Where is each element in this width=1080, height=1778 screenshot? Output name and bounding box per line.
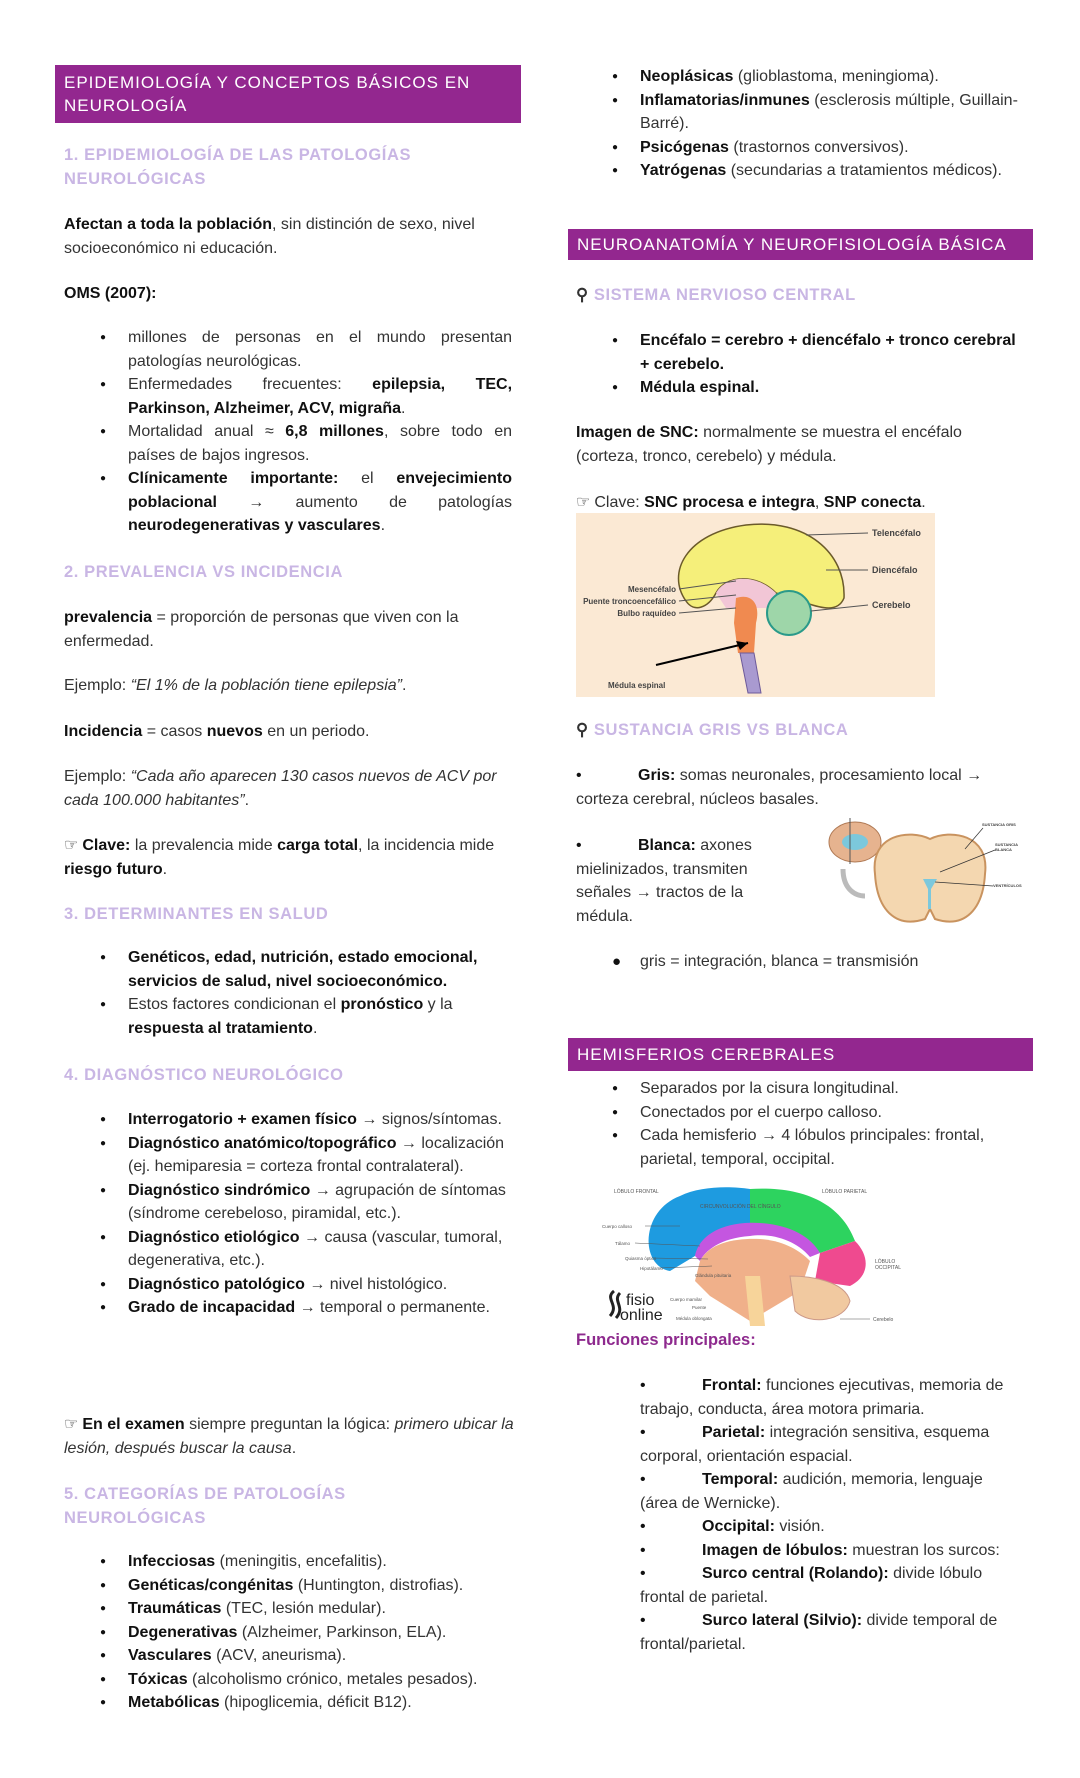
text-segment: normalmente se muestra el encéfalo (corteza, tronco, cerebelo) y médula.: [576, 424, 962, 465]
paragraph-oms: [64, 282, 516, 306]
label-lobulo-parietal: LÓBULO PARIETAL: [822, 1189, 868, 1195]
gris-blanca-summary-list: [612, 950, 1020, 974]
text-segment: (meningitis, encefalitis).: [215, 1553, 387, 1570]
bullet-icon: ●: [612, 71, 619, 82]
label-puente: Puente: [692, 1305, 707, 1310]
lobes-brain-diagram: [600, 1181, 911, 1329]
list-item: [100, 1273, 512, 1297]
text-segment: → nivel histológico.: [304, 1275, 448, 1293]
list-item: [100, 1550, 528, 1574]
text-segment: → causa (vascular, tumoral, degenerativa, etc.).: [128, 1228, 503, 1269]
bullet-glyph: •: [576, 837, 582, 854]
list-item: [100, 1691, 528, 1715]
text-segment: Afectan a toda la población: [64, 216, 273, 233]
function-text: [702, 1518, 825, 1535]
text-segment: funciones ejecutivas, memoria de trabajo, conducta, área motora primaria.: [640, 1377, 1004, 1418]
text-segment: la prevalencia mide: [130, 837, 278, 854]
bullet-icon: ●: [100, 1278, 107, 1290]
bullet-icon: ●: [100, 332, 107, 343]
text-segment: .: [244, 791, 250, 809]
label-lobulo-frontal: LÓBULO FRONTAL: [614, 1189, 659, 1195]
text-segment: (TEC, lesión medular).: [221, 1600, 386, 1617]
text-segment: somas neuronales, procesamiento local → corteza cerebral, núcleos basales.: [576, 767, 983, 808]
bullet-icon: ●: [100, 1579, 107, 1591]
list-item: [612, 1101, 1030, 1125]
text-segment: → temporal o permanente.: [295, 1299, 490, 1316]
determinantes-bullet-list: [100, 946, 518, 1040]
paragraph-gris: [576, 764, 1016, 811]
section-header-hemisferios: HEMISFERIOS CEREBRALES: [568, 1038, 1033, 1071]
bullet-icon: ●: [612, 1130, 619, 1141]
text-segment: pronóstico: [340, 996, 424, 1013]
bullet-glyph: •: [576, 767, 582, 784]
list-item-text: [128, 1671, 478, 1688]
list-item: [100, 1132, 512, 1179]
label-cuerpo-mamilar: Cuerpo mamilar: [670, 1297, 703, 1302]
text-segment: envejecimiento poblacional: [128, 470, 513, 511]
list-item: [612, 950, 1020, 974]
bullet-icon: ●: [100, 1302, 107, 1313]
list-item: [100, 326, 512, 373]
bullet-icon: ●: [100, 1673, 107, 1685]
text-segment: Neoplásicas: [640, 68, 734, 85]
subheading-snc-text: SISTEMA NERVIOSO CENTRAL: [593, 286, 856, 304]
text-segment: epilepsia, TEC, Parkinson, Alzheimer, ACV, migraña: [128, 376, 513, 417]
text-segment: en un periodo.: [262, 723, 370, 740]
paragraph-ejemplo-1: [64, 674, 516, 698]
text-segment: Infecciosas: [128, 1553, 216, 1570]
text-segment: = casos: [142, 723, 207, 740]
function-item: [640, 1539, 1020, 1563]
text-segment: → aumento de patologías: [216, 493, 512, 511]
text-segment: Imagen de SNC:: [576, 424, 699, 441]
list-item-text: [128, 949, 477, 990]
text-segment: “Cada año aparecen 130 casos nuevos de ACV por cada 100.000 habitantes”: [64, 768, 497, 809]
text-segment: (trastornos conversivos).: [728, 138, 909, 156]
bullet-icon: ●: [100, 1626, 107, 1638]
text-segment: Diagnóstico sindrómico: [128, 1181, 311, 1199]
bullet-icon: ●: [612, 382, 619, 393]
text-segment: Cada hemisferio → 4 lóbulos principales: frontal, parietal, temporal, occipital.: [640, 1127, 985, 1168]
label-cerebelo: Cerebelo: [873, 1317, 894, 1323]
list-item: [100, 467, 513, 538]
label-glandula: Glándula pituitaria: [695, 1273, 732, 1278]
list-item: [100, 1597, 528, 1621]
text-segment: respuesta al tratamiento: [128, 1019, 313, 1037]
bullet-glyph: •: [640, 1518, 646, 1535]
text-segment: Genéticas/congénitas: [128, 1576, 294, 1594]
text-segment: Degenerativas: [128, 1623, 238, 1641]
text-segment: Encéfalo = cerebro + diencéfalo + tronco cerebral + cerebelo.: [640, 332, 1016, 373]
bullet-icon: ●: [100, 1650, 107, 1661]
label-medula: Médula espinal: [608, 681, 666, 690]
list-item-text: [128, 470, 512, 534]
bullet-icon: ●: [100, 1137, 107, 1149]
text-segment: Parietal:: [702, 1424, 766, 1441]
text-segment: (alcoholismo crónico, metales pesados).: [187, 1670, 478, 1688]
label-bulbo: Bulbo raquídeo: [617, 609, 676, 618]
key-icon: ⚲: [576, 721, 589, 739]
label-talamo: Tálamo: [615, 1241, 631, 1246]
list-item: [100, 1179, 512, 1226]
label-sustancia-blanca-2: BLANCA: [995, 847, 1012, 852]
text-segment: y la: [423, 996, 453, 1013]
list-item: [612, 159, 1020, 183]
snc-bullet-list: [612, 329, 1020, 400]
text-segment: Diagnóstico anatómico/topográfico: [128, 1134, 397, 1152]
list-item: [612, 65, 1020, 89]
label-occipital-2: OCCIPITAL: [875, 1265, 902, 1271]
bullet-glyph: •: [640, 1377, 646, 1394]
text-segment: Gris:: [638, 767, 676, 784]
text-segment: Ejemplo:: [64, 677, 131, 694]
text-segment: = proporción de personas que viven con la enfermedad.: [64, 609, 459, 650]
text-segment: primero ubicar la lesión, después buscar la causa: [64, 1416, 514, 1457]
bullet-icon: ●: [612, 94, 619, 106]
text-segment: Estos factores condicionan el: [128, 996, 341, 1013]
text-segment: neurodegenerativas y vasculares: [128, 517, 381, 534]
text-segment: Inflamatorias/inmunes: [640, 91, 810, 109]
list-item-text: [640, 1127, 984, 1168]
list-item-text: [128, 376, 512, 417]
text-segment: Vasculares: [128, 1647, 212, 1664]
bullet-icon: ●: [100, 1231, 107, 1243]
subheading-epidemiologia: 1. EPIDEMIOLOGÍA DE LAS PATOLOGÍAS NEUROLÓGICAS: [64, 146, 412, 188]
bullet-icon: ●: [100, 379, 107, 390]
text-segment: Grado de incapacidad: [128, 1299, 296, 1316]
function-item: [640, 1609, 1020, 1656]
text-segment: (ACV, aneurisma).: [211, 1647, 347, 1664]
list-item-text: [640, 332, 1016, 373]
text-segment: Clave:: [82, 837, 131, 854]
text-segment: Interrogatorio + examen físico: [128, 1111, 357, 1128]
list-item: [100, 1108, 512, 1132]
text-segment: audición, memoria, lenguaje (área de Wernicke).: [640, 1471, 983, 1512]
list-item: [100, 993, 518, 1040]
function-item: [640, 1468, 1020, 1515]
text-segment: Genéticos, edad, nutrición, estado emocional, servicios de salud, nivel socioeconómico.: [128, 949, 478, 990]
list-item-text: [128, 1276, 447, 1293]
list-item-text: [640, 1104, 882, 1121]
text-segment: Frontal:: [702, 1377, 762, 1394]
bullet-icon: ●: [612, 141, 619, 153]
label-telencefalo: Telencéfalo: [872, 528, 921, 538]
list-item-text: [640, 92, 1018, 133]
list-item: [100, 420, 513, 467]
label-oblongata: Médula oblongata: [676, 1316, 712, 1321]
list-item-text: [128, 1694, 412, 1711]
bullet-glyph: •: [640, 1471, 646, 1488]
list-item-text: [128, 1299, 490, 1316]
paragraph-afectan: [64, 213, 516, 260]
label-cuerpo-calloso: Cuerpo calloso: [602, 1224, 633, 1229]
list-item: [612, 1077, 1030, 1101]
list-item-text: [640, 162, 1002, 179]
funciones-list: [640, 1374, 1020, 1656]
section-header-neuroanatomia: NEUROANATOMÍA Y NEUROFISIOLOGÍA BÁSICA: [568, 229, 1033, 260]
text-segment: → signos/síntomas.: [356, 1111, 502, 1128]
categorias-continued-list: [612, 65, 1020, 183]
bullet-glyph: •: [640, 1424, 646, 1441]
key-icon: ⚲: [576, 286, 589, 304]
list-item: [612, 136, 1020, 160]
text-segment: Conectados por el cuerpo calloso.: [640, 1103, 882, 1121]
text-segment: , la incidencia mide: [358, 837, 495, 854]
list-item: [100, 373, 513, 420]
paragraph-ejemplo-2: [64, 765, 504, 812]
bullet-icon: ●: [100, 952, 107, 963]
label-puente: Puente troncoencefálico: [583, 597, 676, 606]
text-segment: OMS (2007):: [64, 285, 157, 302]
function-item: [640, 1374, 1020, 1421]
list-item-text: [128, 423, 512, 464]
list-item: [612, 329, 1020, 376]
paragraph-examen-note: [64, 1413, 516, 1460]
text-segment: axones mielinizados, transmiten señales → tractos de la médula.: [576, 837, 752, 925]
text-segment: el: [338, 470, 397, 487]
text-segment: Temporal:: [702, 1471, 779, 1488]
list-item: [100, 1574, 528, 1598]
text-segment: millones de personas en el mundo presentan patologías neurológicas.: [128, 329, 512, 370]
bullet-icon: ●: [612, 1083, 619, 1094]
logo-text-fisio: fisio: [626, 1292, 655, 1309]
text-segment: Mortalidad anual ≈: [128, 423, 286, 440]
list-item: [100, 1644, 528, 1668]
pointing-hand-icon: ☞: [64, 837, 79, 854]
text-segment: “El 1% de la población tiene epilepsia”: [130, 677, 402, 694]
text-segment: Surco central (Rolando):: [702, 1565, 889, 1582]
text-segment: SNC procesa e integra: [644, 494, 815, 511]
text-segment: Ejemplo:: [64, 768, 131, 785]
label-ventriculos: VENTRÍCULOS: [993, 883, 1022, 888]
bullet-icon: ●: [612, 1106, 619, 1118]
hemisferios-bullet-list: [612, 1077, 1030, 1171]
text-segment: Imagen de lóbulos:: [702, 1541, 848, 1559]
text-segment: En el examen: [82, 1416, 185, 1433]
list-item: [100, 946, 518, 993]
subheading-snc: [576, 283, 856, 307]
pointing-hand-icon: ☞: [576, 494, 591, 511]
text-segment: Yatrógenas: [640, 162, 727, 179]
text-segment: (esclerosis múltiple, Guillain-Barré).: [640, 91, 1018, 132]
bullet-icon: ●: [100, 426, 107, 437]
list-item-text: [128, 1135, 504, 1176]
text-segment: (Huntington, distrofias).: [293, 1576, 464, 1594]
list-item-text: [128, 1111, 502, 1128]
list-item-text: [640, 1080, 899, 1097]
text-segment: Metabólicas: [128, 1694, 220, 1711]
subheading-prevalencia: 2. PREVALENCIA VS INCIDENCIA: [64, 563, 344, 581]
text-segment: visión.: [774, 1518, 825, 1535]
logo-text-online: online: [620, 1307, 663, 1324]
paragraph-prevalencia: [64, 606, 516, 653]
text-segment: Médula espinal.: [640, 379, 760, 396]
bullet-icon: ●: [100, 1114, 107, 1125]
text-segment: carga total: [277, 837, 359, 854]
text-segment: Traumáticas: [128, 1600, 222, 1617]
text-segment: , sin distinción de sexo, nivel socioeconómico ni educación.: [64, 216, 475, 257]
text-segment: divide lóbulo frontal de parietal.: [640, 1565, 983, 1606]
paragraph-clave-snc: [576, 491, 1036, 515]
text-segment: (hipoglicemia, déficit B12).: [219, 1694, 412, 1711]
text-segment: (secundarias a tratamientos médicos).: [726, 162, 1002, 179]
function-text: [702, 1542, 1000, 1559]
list-item: [100, 1621, 528, 1645]
text-segment: Diagnóstico etiológico: [128, 1228, 300, 1246]
text-segment: Occipital:: [702, 1518, 775, 1535]
text-segment: .: [921, 494, 926, 511]
label-sustancia-gris: SUSTANCIA GRIS: [982, 822, 1016, 827]
text-segment: riesgo futuro: [64, 860, 163, 878]
text-segment: Enfermedades frecuentes:: [128, 376, 373, 393]
text-segment: ,: [814, 494, 824, 511]
text-segment: muestran los surcos:: [847, 1541, 1000, 1559]
text-segment: .: [162, 860, 168, 878]
text-segment: → agrupación de síntomas (síndrome cerebeloso, piramidal, etc.).: [128, 1181, 506, 1222]
list-item-text: [128, 1577, 463, 1594]
list-item: [612, 376, 1020, 400]
list-item-text: [640, 68, 939, 85]
text-segment: Separados por la cisura longitudinal.: [640, 1080, 899, 1097]
bullet-icon: ●: [612, 953, 622, 970]
label-cerebelo: Cerebelo: [872, 600, 911, 610]
subheading-determinantes: 3. DETERMINANTES EN SALUD: [64, 905, 329, 923]
text-segment: 6,8 millones: [285, 423, 384, 440]
text-segment: integración sensitiva, esquema corporal, orientación espacial.: [640, 1424, 990, 1465]
text-segment: SNP conecta: [823, 494, 922, 511]
text-segment: nuevos: [206, 723, 263, 740]
text-segment: Surco lateral (Silvio):: [702, 1612, 863, 1629]
text-segment: , sobre todo en países de bajos ingresos.: [128, 423, 513, 464]
bullet-icon: ●: [100, 999, 107, 1010]
text-segment: Clínicamente importante:: [128, 470, 339, 487]
text-segment: .: [291, 1439, 297, 1457]
bullet-glyph: •: [640, 1541, 646, 1559]
text-segment: divide temporal de frontal/parietal.: [640, 1612, 998, 1653]
text-segment: .: [401, 677, 407, 694]
bullet-icon: ●: [100, 1697, 107, 1708]
pointing-hand-icon: ☞: [64, 1416, 79, 1433]
paragraph-blanca: [576, 834, 776, 928]
subheading-diagnostico: 4. DIAGNÓSTICO NEUROLÓGICO: [64, 1066, 344, 1084]
list-item-text: [128, 1624, 446, 1641]
text-segment: Diagnóstico patológico: [128, 1275, 305, 1293]
bullet-glyph: •: [640, 1565, 646, 1582]
list-item: [100, 1668, 528, 1692]
coronal-brain-diagram: [825, 814, 1030, 936]
categorias-bullet-list: [100, 1550, 528, 1715]
text-segment: Tóxicas: [128, 1670, 188, 1688]
bullet-glyph: •: [640, 1612, 646, 1629]
label-hipotalamo: Hipotálamo: [640, 1266, 663, 1271]
bullet-icon: ●: [100, 1556, 107, 1567]
function-item: [640, 1515, 1020, 1539]
bullet-icon: ●: [100, 1603, 107, 1614]
text-segment: Blanca:: [638, 837, 696, 854]
text-segment: siempre preguntan la lógica:: [184, 1416, 395, 1433]
text-segment: .: [380, 517, 386, 534]
label-quiasma: Quiasma óptico: [625, 1256, 657, 1261]
text-segment: Psicógenas: [640, 138, 729, 156]
list-item: [100, 1226, 512, 1273]
text-segment: (glioblastoma, meningioma).: [733, 68, 939, 85]
text-segment: prevalencia: [64, 609, 153, 626]
paragraph-incidencia: [64, 720, 516, 744]
diagnostico-bullet-list: [100, 1108, 512, 1320]
list-item: [612, 1124, 1030, 1171]
list-item: [612, 89, 1020, 136]
bullet-icon: ●: [100, 473, 107, 484]
list-item-text: [640, 139, 909, 156]
list-item-text: [128, 1553, 387, 1570]
bullet-icon: ●: [612, 165, 619, 176]
paragraph-imagen-snc: [576, 421, 1006, 468]
list-item-text: [128, 1600, 386, 1617]
section-header-epidemiologia: EPIDEMIOLOGÍA Y CONCEPTOS BÁSICOS EN NEUROLOGÍA: [55, 65, 521, 123]
summary-text: gris = integración, blanca = transmisión: [640, 953, 919, 970]
snc-brain-diagram: [576, 513, 935, 697]
list-item-text: [128, 1647, 346, 1664]
paragraph-clave-prevalencia: [64, 834, 516, 881]
text-segment: Clave:: [594, 494, 645, 511]
list-item-text: [128, 329, 512, 370]
label-mesencefalo: Mesencéfalo: [627, 585, 676, 594]
list-item-text: [128, 996, 453, 1037]
list-item: [100, 1296, 512, 1320]
funciones-title: Funciones principales:: [576, 1331, 756, 1349]
bullet-icon: ●: [100, 1184, 107, 1196]
list-item-text: [128, 1182, 506, 1223]
list-item-text: [128, 1229, 502, 1270]
label-cingulo: CIRCUNVOLUCIÓN DEL CÍNGULO: [700, 1204, 781, 1210]
oms-bullet-list: [100, 326, 513, 538]
text-segment: .: [312, 1019, 318, 1037]
label-sustancia-blanca-1: SUSTANCIA: [995, 842, 1019, 847]
text-segment: → localización (ej. hemiparesia = corteza frontal contralateral).: [128, 1134, 505, 1175]
subheading-sustancia-text: SUSTANCIA GRIS VS BLANCA: [593, 721, 849, 739]
text-segment: Incidencia: [64, 723, 143, 740]
bullet-icon: ●: [612, 335, 619, 346]
text-segment: (Alzheimer, Parkinson, ELA).: [237, 1623, 447, 1641]
list-item-text: [640, 379, 759, 396]
label-diencefalo: Diencéfalo: [872, 565, 918, 575]
subheading-sustancia: [576, 718, 848, 742]
function-item: [640, 1421, 1020, 1468]
subheading-categorias: 5. CATEGORÍAS DE PATOLOGÍAS NEUROLÓGICAS: [64, 1485, 346, 1527]
label-occipital-1: LÓBULO: [875, 1259, 896, 1265]
text-segment: .: [400, 399, 406, 417]
function-item: [640, 1562, 1020, 1609]
